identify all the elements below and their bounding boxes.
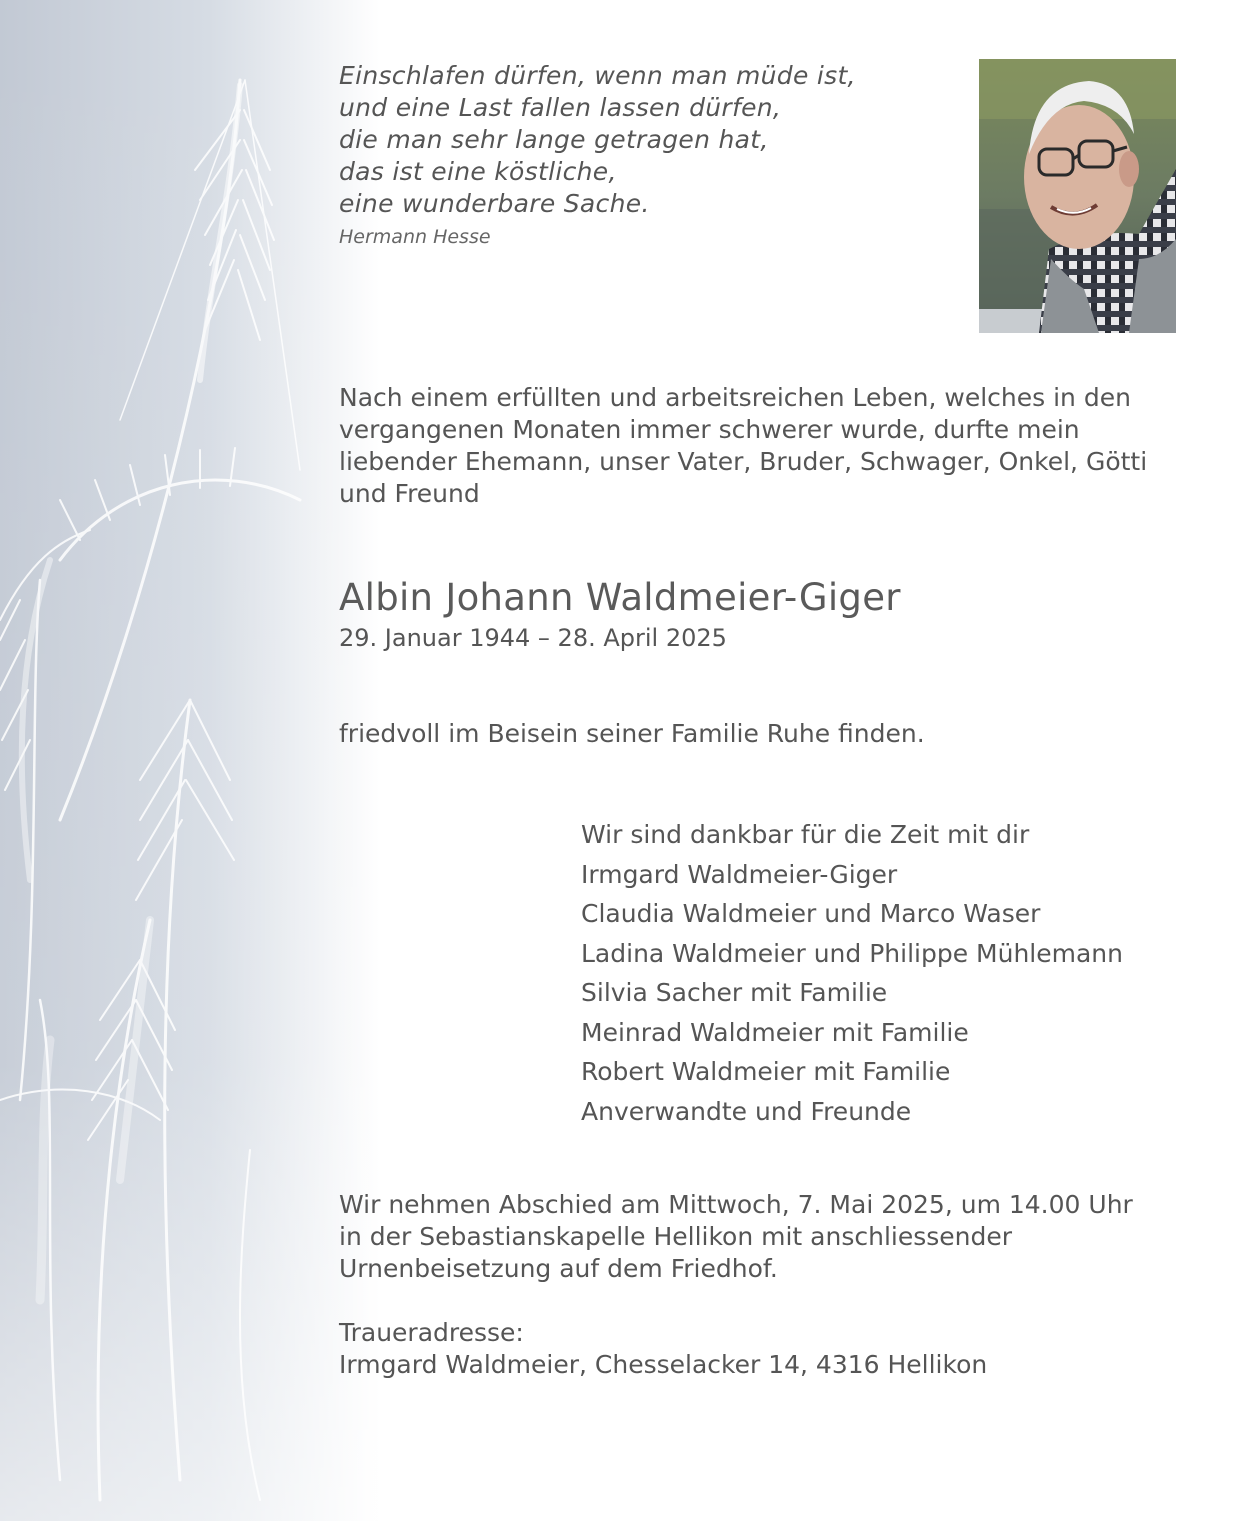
mourner-line: Silvia Sacher mit Familie bbox=[581, 978, 888, 1007]
quote-text bbox=[339, 60, 939, 220]
wheat-background-image bbox=[0, 0, 380, 1521]
portrait-photo bbox=[979, 59, 1176, 333]
farewell-line: in der Sebastianskapelle Hellikon mit anschliessender bbox=[339, 1222, 1013, 1251]
quote-line: und eine Last fallen lassen dürfen, bbox=[339, 93, 782, 122]
address-value: Irmgard Waldmeier, Chesselacker 14, 4316 Hellikon bbox=[339, 1350, 988, 1379]
quote-line: die man sehr lange getragen hat, bbox=[339, 125, 769, 154]
mourner-line: Ladina Waldmeier und Philippe Mühlemann bbox=[581, 938, 1123, 968]
life-dates: 29. Januar 1944 – 28. April 2025 bbox=[339, 624, 727, 652]
farewell-line: Wir nehmen Abschied am Mittwoch, 7. Mai 2025, um 14.00 Uhr bbox=[339, 1190, 1133, 1219]
mourner-line: Claudia Waldmeier und Marco Waser bbox=[581, 899, 1041, 928]
mourners-list bbox=[581, 815, 1123, 1131]
mourner-line: Anverwandte und Freunde bbox=[581, 1096, 912, 1126]
farewell-paragraph bbox=[339, 1189, 1199, 1285]
address-label: Traueradresse: bbox=[339, 1318, 524, 1347]
quote-line: eine wunderbare Sache. bbox=[339, 189, 650, 218]
mourning-address bbox=[339, 1317, 987, 1381]
quote-line: das ist eine köstliche, bbox=[339, 157, 617, 186]
mourner-line: Meinrad Waldmeier mit Familie bbox=[581, 1017, 969, 1047]
mourner-line: Robert Waldmeier mit Familie bbox=[581, 1057, 951, 1086]
rest-sentence: friedvoll im Beisein seiner Familie Ruhe finden. bbox=[339, 719, 925, 748]
deceased-name: Albin Johann Waldmeier-Giger bbox=[339, 576, 901, 619]
mourner-line: Irmgard Waldmeier-Giger bbox=[581, 859, 898, 889]
quote-author: Hermann Hesse bbox=[339, 226, 491, 248]
mourner-line: Wir sind dankbar für die Zeit mit dir bbox=[581, 820, 1030, 849]
intro-paragraph: Nach einem erfüllten und arbeitsreichen Leben, welches in den vergangenen Monaten immer schwerer wurde, durfte mein liebender Ehemann, unser Vater, Bruder, Schwager, Onkel, Götti und Freund bbox=[339, 383, 1148, 508]
farewell-line: Urnenbeisetzung auf dem Friedhof. bbox=[339, 1254, 778, 1283]
quote-block bbox=[339, 60, 939, 248]
quote-line: Einschlafen dürfen, wenn man müde ist, bbox=[339, 61, 856, 90]
